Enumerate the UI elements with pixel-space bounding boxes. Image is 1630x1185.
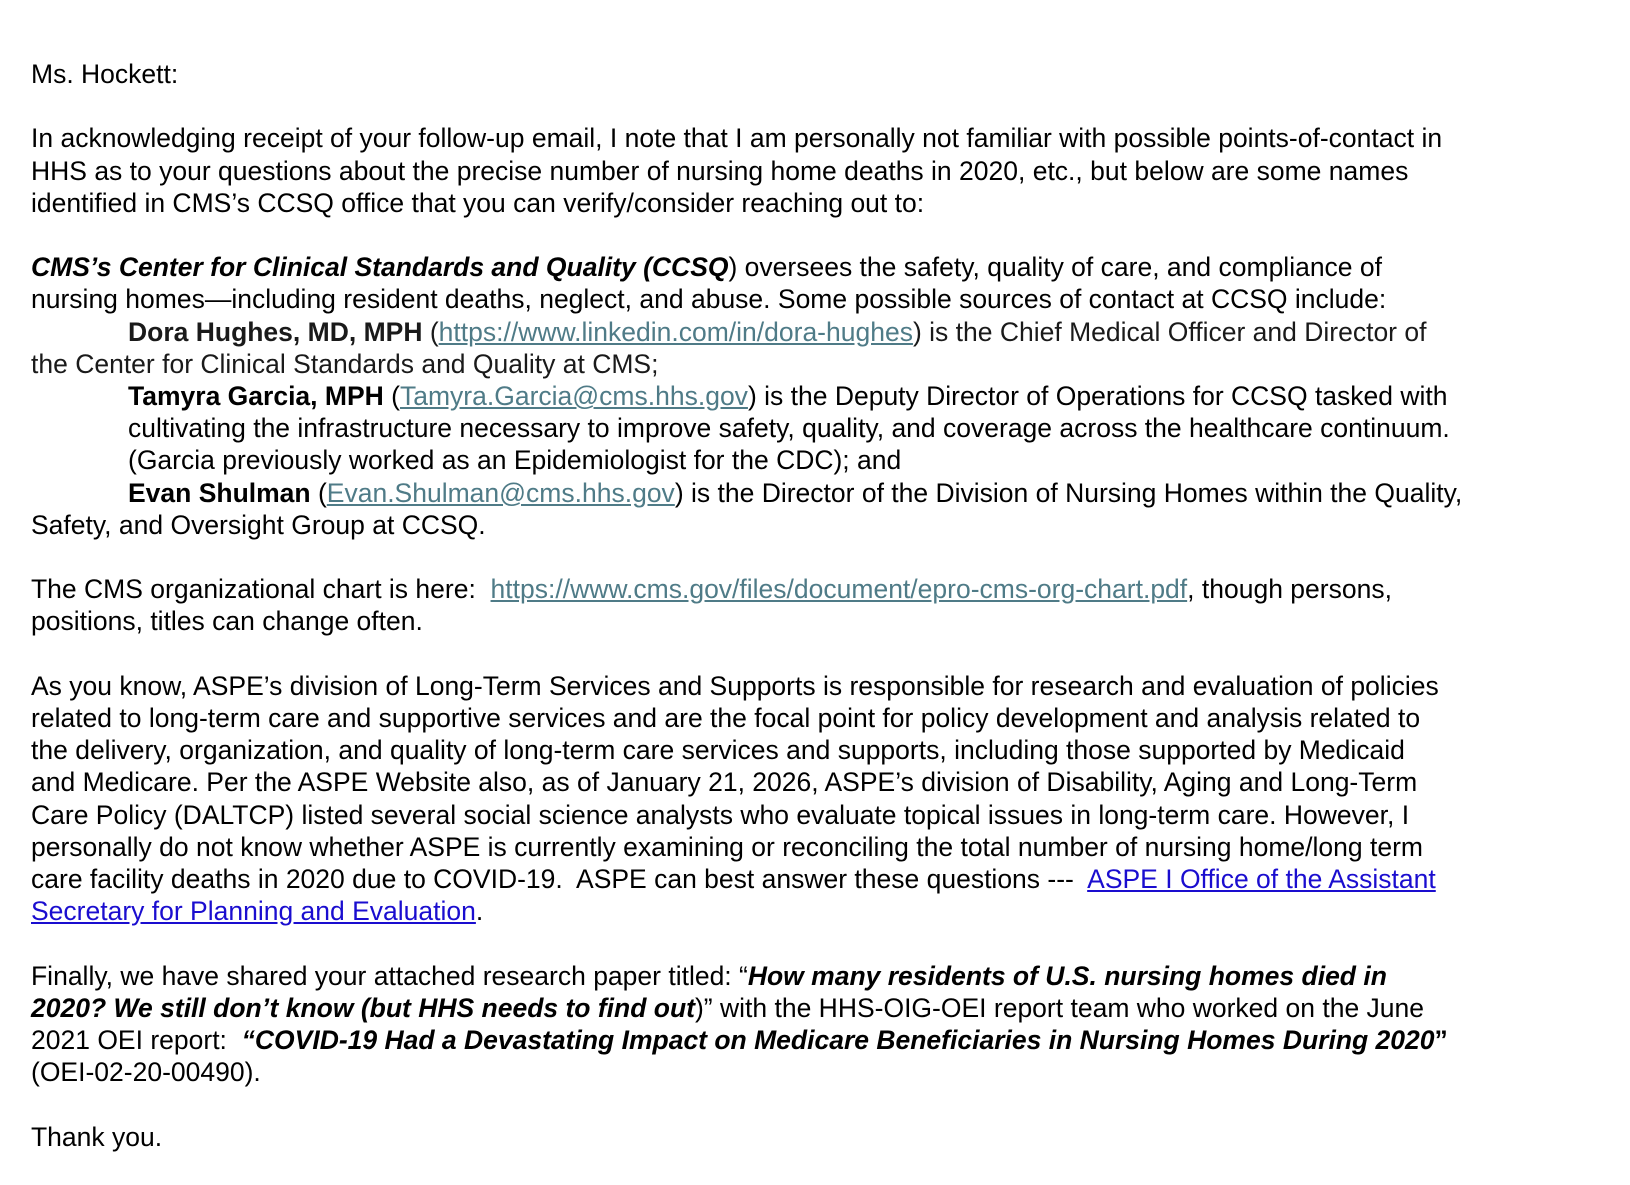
contact-garcia-line-3: (Garcia previously worked as an Epidemiologist for the CDC); and bbox=[128, 445, 902, 476]
aspe-line: As you know, ASPE’s division of Long-Term Services and Supports is responsible for research and evaluation of policies bbox=[31, 670, 1439, 701]
email-link-garcia[interactable]: Tamyra.Garcia@cms.hhs.gov bbox=[399, 381, 748, 411]
aspe-line: related to long-term care and supportive services and are the focal point for policy development and analysis related to bbox=[31, 703, 1421, 733]
contact-hughes-line-2: the Center for Clinical Standards and Quality at CMS; bbox=[31, 348, 659, 379]
contact-hughes: Dora Hughes, MD, MPH (https://www.linkedin.com/in/dora-hughes) is the Chief Medical Officer and Director of bbox=[128, 316, 1427, 347]
contact-shulman-line-2: Safety, and Oversight Group at CCSQ. bbox=[31, 509, 486, 540]
aspe-line: personally do not know whether ASPE is currently examining or reconciling the total number of nursing home/long term bbox=[31, 831, 1423, 862]
ccsq-paragraph bbox=[31, 251, 1621, 541]
report-title: “COVID-19 Had a Devastating Impact on Medicare Beneficiaries in Nursing Homes During 2020 bbox=[241, 1025, 1435, 1056]
contact-garcia: Tamyra Garcia, MPH (Tamyra.Garcia@cms.hhs.gov) is the Deputy Director of Operations for CCSQ tasked with bbox=[128, 381, 1448, 411]
closing: Thank you. bbox=[31, 1121, 163, 1152]
org-chart-line-1: The CMS organizational chart is here: https://www.cms.gov/files/document/epro-cms-org-chart.pdf, though persons, bbox=[31, 574, 1392, 605]
aspe-line: the delivery, organization, and quality of long-term care services and supports, including those supported by Medicaid bbox=[31, 735, 1405, 766]
intro-line: identified in CMS’s CCSQ office that you can verify/consider reaching out to: bbox=[31, 187, 925, 218]
email-body bbox=[31, 58, 1621, 1185]
org-chart-link[interactable]: https://www.cms.gov/files/document/epro-cms-org-chart.pdf bbox=[490, 574, 1188, 605]
aspe-link-line-2: Secretary for Planning and Evaluation. bbox=[31, 896, 484, 927]
aspe-paragraph bbox=[31, 670, 1621, 928]
contact-shulman: Evan Shulman (Evan.Shulman@cms.hhs.gov) is the Director of the Division of Nursing Homes within the Quality, bbox=[128, 477, 1463, 508]
aspe-line: Care Policy (DALTCP) listed several social science analysts who evaluate topical issues in long-term care. However, I bbox=[31, 799, 1410, 830]
finally-line-3: 2021 OEI report: “COVID-19 Had a Devastating Impact on Medicare Beneficiaries in Nursing Homes During 2020” bbox=[31, 1025, 1448, 1056]
finally-line-2: 2020? We still don’t know (but HHS needs to find out)” with the HHS-OIG-OEI report team who worked on the June bbox=[31, 992, 1425, 1023]
intro-line: In acknowledging receipt of your follow-up email, I note that I am personally not familiar with possible points-of-contact in bbox=[31, 123, 1443, 154]
finally-line-1: Finally, we have shared your attached research paper titled: “How many residents of U.S. nursing homes died in bbox=[31, 960, 1387, 991]
org-chart-paragraph bbox=[31, 573, 1621, 637]
email-link-shulman[interactable]: Evan.Shulman@cms.hhs.gov bbox=[326, 477, 675, 508]
ccsq-line-2: nursing homes—including resident deaths, neglect, and abuse. Some possible sources of contact at CCSQ include: bbox=[31, 284, 1387, 315]
intro-paragraph bbox=[31, 122, 1621, 219]
greeting-paragraph bbox=[31, 58, 1621, 90]
greeting: Ms. Hockett: bbox=[31, 59, 179, 89]
intro-line: HHS as to your questions about the precise number of nursing home deaths in 2020, etc., but below are some names bbox=[31, 155, 1409, 186]
ccsq-line-1-text: ) oversees the safety, quality of care, and compliance of bbox=[728, 252, 1383, 283]
ccsq-line-1 bbox=[31, 251, 1621, 283]
finally-paragraph bbox=[31, 960, 1621, 1089]
aspe-line: and Medicare. Per the ASPE Website also, as of January 21, 2026, ASPE’s division of Disability, Aging and Long-Term bbox=[31, 767, 1418, 798]
linkedin-link[interactable]: https://www.linkedin.com/in/dora-hughes bbox=[438, 316, 913, 347]
ccsq-heading: CMS’s Center for Clinical Standards and Quality (CCSQ bbox=[31, 252, 729, 283]
contact-garcia-line-2: cultivating the infrastructure necessary to improve safety, quality, and coverage across the healthcare continuum. bbox=[128, 413, 1450, 444]
finally-line-4: (OEI-02-20-00490). bbox=[31, 1057, 261, 1088]
paper-title-continued: 2020? We still don’t know (but HHS needs to find out bbox=[31, 992, 695, 1023]
aspe-link[interactable]: ASPE I Office of the Assistant bbox=[1087, 864, 1436, 895]
contact-name: Dora Hughes, MD, MPH bbox=[128, 316, 423, 347]
aspe-link-continued[interactable]: Secretary for Planning and Evaluation bbox=[31, 896, 476, 927]
contact-name: Evan Shulman bbox=[128, 477, 311, 508]
aspe-line-last: care facility deaths in 2020 due to COVID-19. ASPE can best answer these questions --- ASPE I Office of the Assistant bbox=[31, 864, 1436, 895]
closing-paragraph bbox=[31, 1121, 1621, 1153]
contact-name: Tamyra Garcia, MPH bbox=[128, 381, 384, 411]
paper-title: How many residents of U.S. nursing homes died in bbox=[747, 960, 1387, 991]
org-chart-line-2: positions, titles can change often. bbox=[31, 606, 423, 637]
